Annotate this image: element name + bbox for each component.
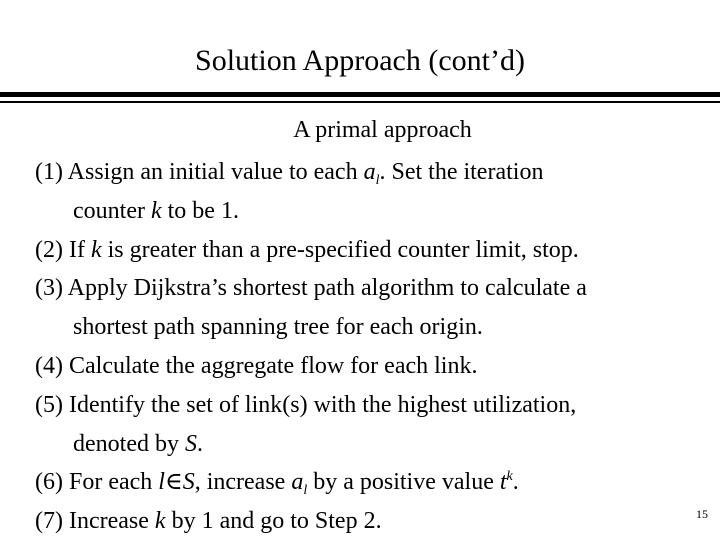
step-3-line-2: shortest path spanning tree for each origin. xyxy=(73,314,483,341)
step-3 xyxy=(35,269,705,347)
step-4-line-1: (4) Calculate the aggregate flow for each link. xyxy=(35,352,478,379)
step-5 xyxy=(35,386,705,464)
step-1-line-1: (1) Assign an initial value to each $a_l$. Set the iteration xyxy=(35,159,544,188)
step-2-line-1: (2) If k is greater than a pre-specified counter limit, stop. xyxy=(35,236,579,263)
step-2 xyxy=(35,231,705,270)
step-5-line-2: denoted by S. xyxy=(73,430,203,457)
step-5-line-1: (5) Identify the set of link(s) with the highest utilization, xyxy=(35,391,577,418)
subheading: A primal approach xyxy=(293,117,472,143)
slide-title: Solution Approach (cont’d) xyxy=(195,44,525,77)
title-rule-thin xyxy=(0,101,720,103)
step-6 xyxy=(35,463,705,502)
step-6-line-1: (6) For each l∈S, increase $a_l$ by a positive value $t^k$. xyxy=(35,469,519,499)
step-4 xyxy=(35,347,705,386)
step-1-line-2: counter k to be 1. xyxy=(73,197,239,224)
title-rule-thick xyxy=(0,92,720,97)
step-list xyxy=(35,153,705,541)
step-7 xyxy=(35,502,705,541)
page-number: 15 xyxy=(696,507,708,521)
step-3-line-1: (3) Apply Dijkstra’s shortest path algorithm to calculate a xyxy=(35,275,587,302)
element-of-symbol: ∈ xyxy=(164,469,183,496)
step-7-line-1: (7) Increase k by 1 and go to Step 2. xyxy=(35,508,382,535)
step-1 xyxy=(35,153,705,231)
